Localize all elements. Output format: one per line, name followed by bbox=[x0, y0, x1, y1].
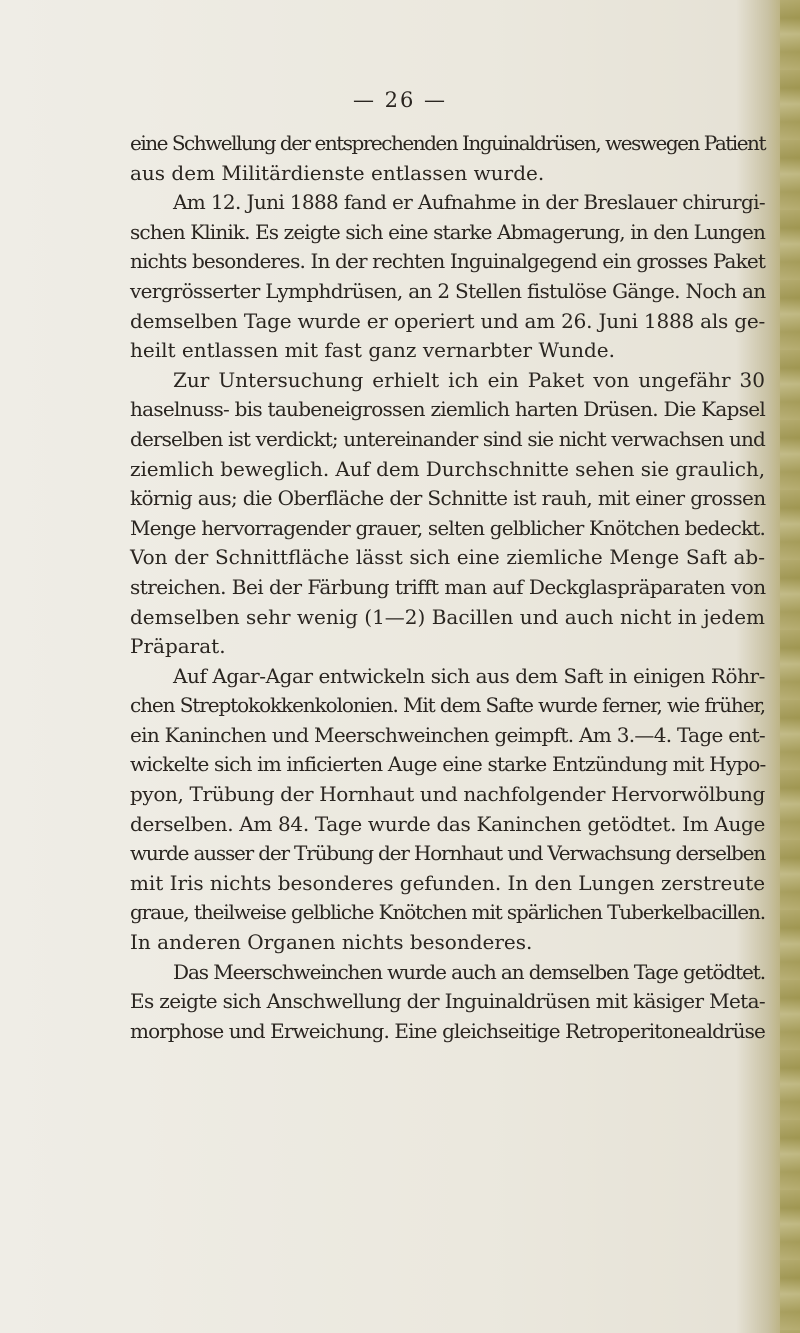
text-line: Menge hervorragender grauer, selten gelblicher Knötchen bedeckt. bbox=[130, 515, 765, 540]
text-line: graue, theilweise gelbliche Knötchen mit spärlichen Tuberkelbacillen. bbox=[130, 900, 765, 925]
text-line: ein Kaninchen und Meerschweinchen geimpft. Am 3.—4. Tage ent- bbox=[130, 722, 765, 747]
text-line: ziemlich beweglich. Auf dem Durchschnitte sehen sie graulich, bbox=[130, 456, 765, 481]
text-line: Zur Untersuchung erhielt ich ein Paket von ungefähr 30 bbox=[173, 367, 765, 392]
text-line: vergrösserter Lymphdrüsen, an 2 Stellen fistulöse Gänge. Noch an bbox=[130, 278, 766, 303]
body-text bbox=[130, 129, 765, 1046]
text-line: nichts besonderes. In der rechten Inguinalgegend ein grosses Paket bbox=[130, 249, 765, 274]
text-line: demselben sehr wenig (1—2) Bacillen und auch nicht in jedem bbox=[130, 604, 765, 629]
text-line: demselben Tage wurde er operiert und am 26. Juni 1888 als ge- bbox=[130, 308, 765, 333]
text-line: morphose und Erweichung. Eine gleichseitige Retroperitonealdrüse bbox=[130, 1018, 765, 1043]
text-line: wickelte sich im inficierten Auge eine starke Entzündung mit Hypo- bbox=[130, 752, 766, 777]
text-line: wurde ausser der Trübung der Hornhaut und Verwachsung derselben bbox=[130, 841, 765, 866]
text-line: Auf Agar-Agar entwickeln sich aus dem Saft in einigen Röhr- bbox=[173, 663, 765, 688]
text-line: Es zeigte sich Anschwellung der Inguinaldrüsen mit käsiger Meta- bbox=[130, 989, 765, 1014]
text-line: derselben ist verdickt; untereinander sind sie nicht verwachsen und bbox=[130, 426, 765, 451]
text-line: Am 12. Juni 1888 fand er Aufnahme in der Breslauer chirurgi- bbox=[173, 190, 765, 215]
text-line: eine Schwellung der entsprechenden Inguinaldrüsen, weswegen Patient bbox=[130, 131, 765, 155]
text-line: haselnuss- bis taubeneigrossen ziemlich harten Drüsen. Die Kapsel bbox=[130, 397, 765, 422]
text-line: pyon, Trübung der Hornhaut und nachfolgender Hervorwölbung bbox=[130, 782, 765, 807]
text-line: aus dem Militärdienste entlassen wurde. bbox=[130, 160, 545, 185]
text-line: mit Iris nichts besonderes gefunden. In den Lungen zerstreute bbox=[130, 870, 765, 895]
text-line: chen Streptokokkenkolonien. Mit dem Safte wurde ferner, wie früher, bbox=[130, 693, 765, 718]
text-line: Präparat. bbox=[130, 634, 226, 659]
text-line: Von der Schnittfläche lässt sich eine ziemliche Menge Saft ab- bbox=[130, 545, 765, 570]
page-number: — 26 — bbox=[352, 88, 448, 112]
text-line: Das Meerschweinchen wurde auch an demselben Tage getödtet. bbox=[173, 959, 765, 984]
page-edge bbox=[780, 0, 800, 1333]
text-line: In anderen Organen nichts besonderes. bbox=[130, 930, 533, 955]
text-line: derselben. Am 84. Tage wurde das Kaninchen getödtet. Im Auge bbox=[130, 811, 765, 836]
text-line: schen Klinik. Es zeigte sich eine starke Abmagerung, in den Lungen bbox=[130, 219, 765, 244]
text-line: körnig aus; die Oberfläche der Schnitte ist rauh, mit einer grossen bbox=[130, 486, 766, 511]
text-line: heilt entlassen mit fast ganz vernarbter Wunde. bbox=[130, 338, 615, 363]
text-line: streichen. Bei der Färbung trifft man auf Deckglaspräparaten von bbox=[130, 574, 766, 599]
